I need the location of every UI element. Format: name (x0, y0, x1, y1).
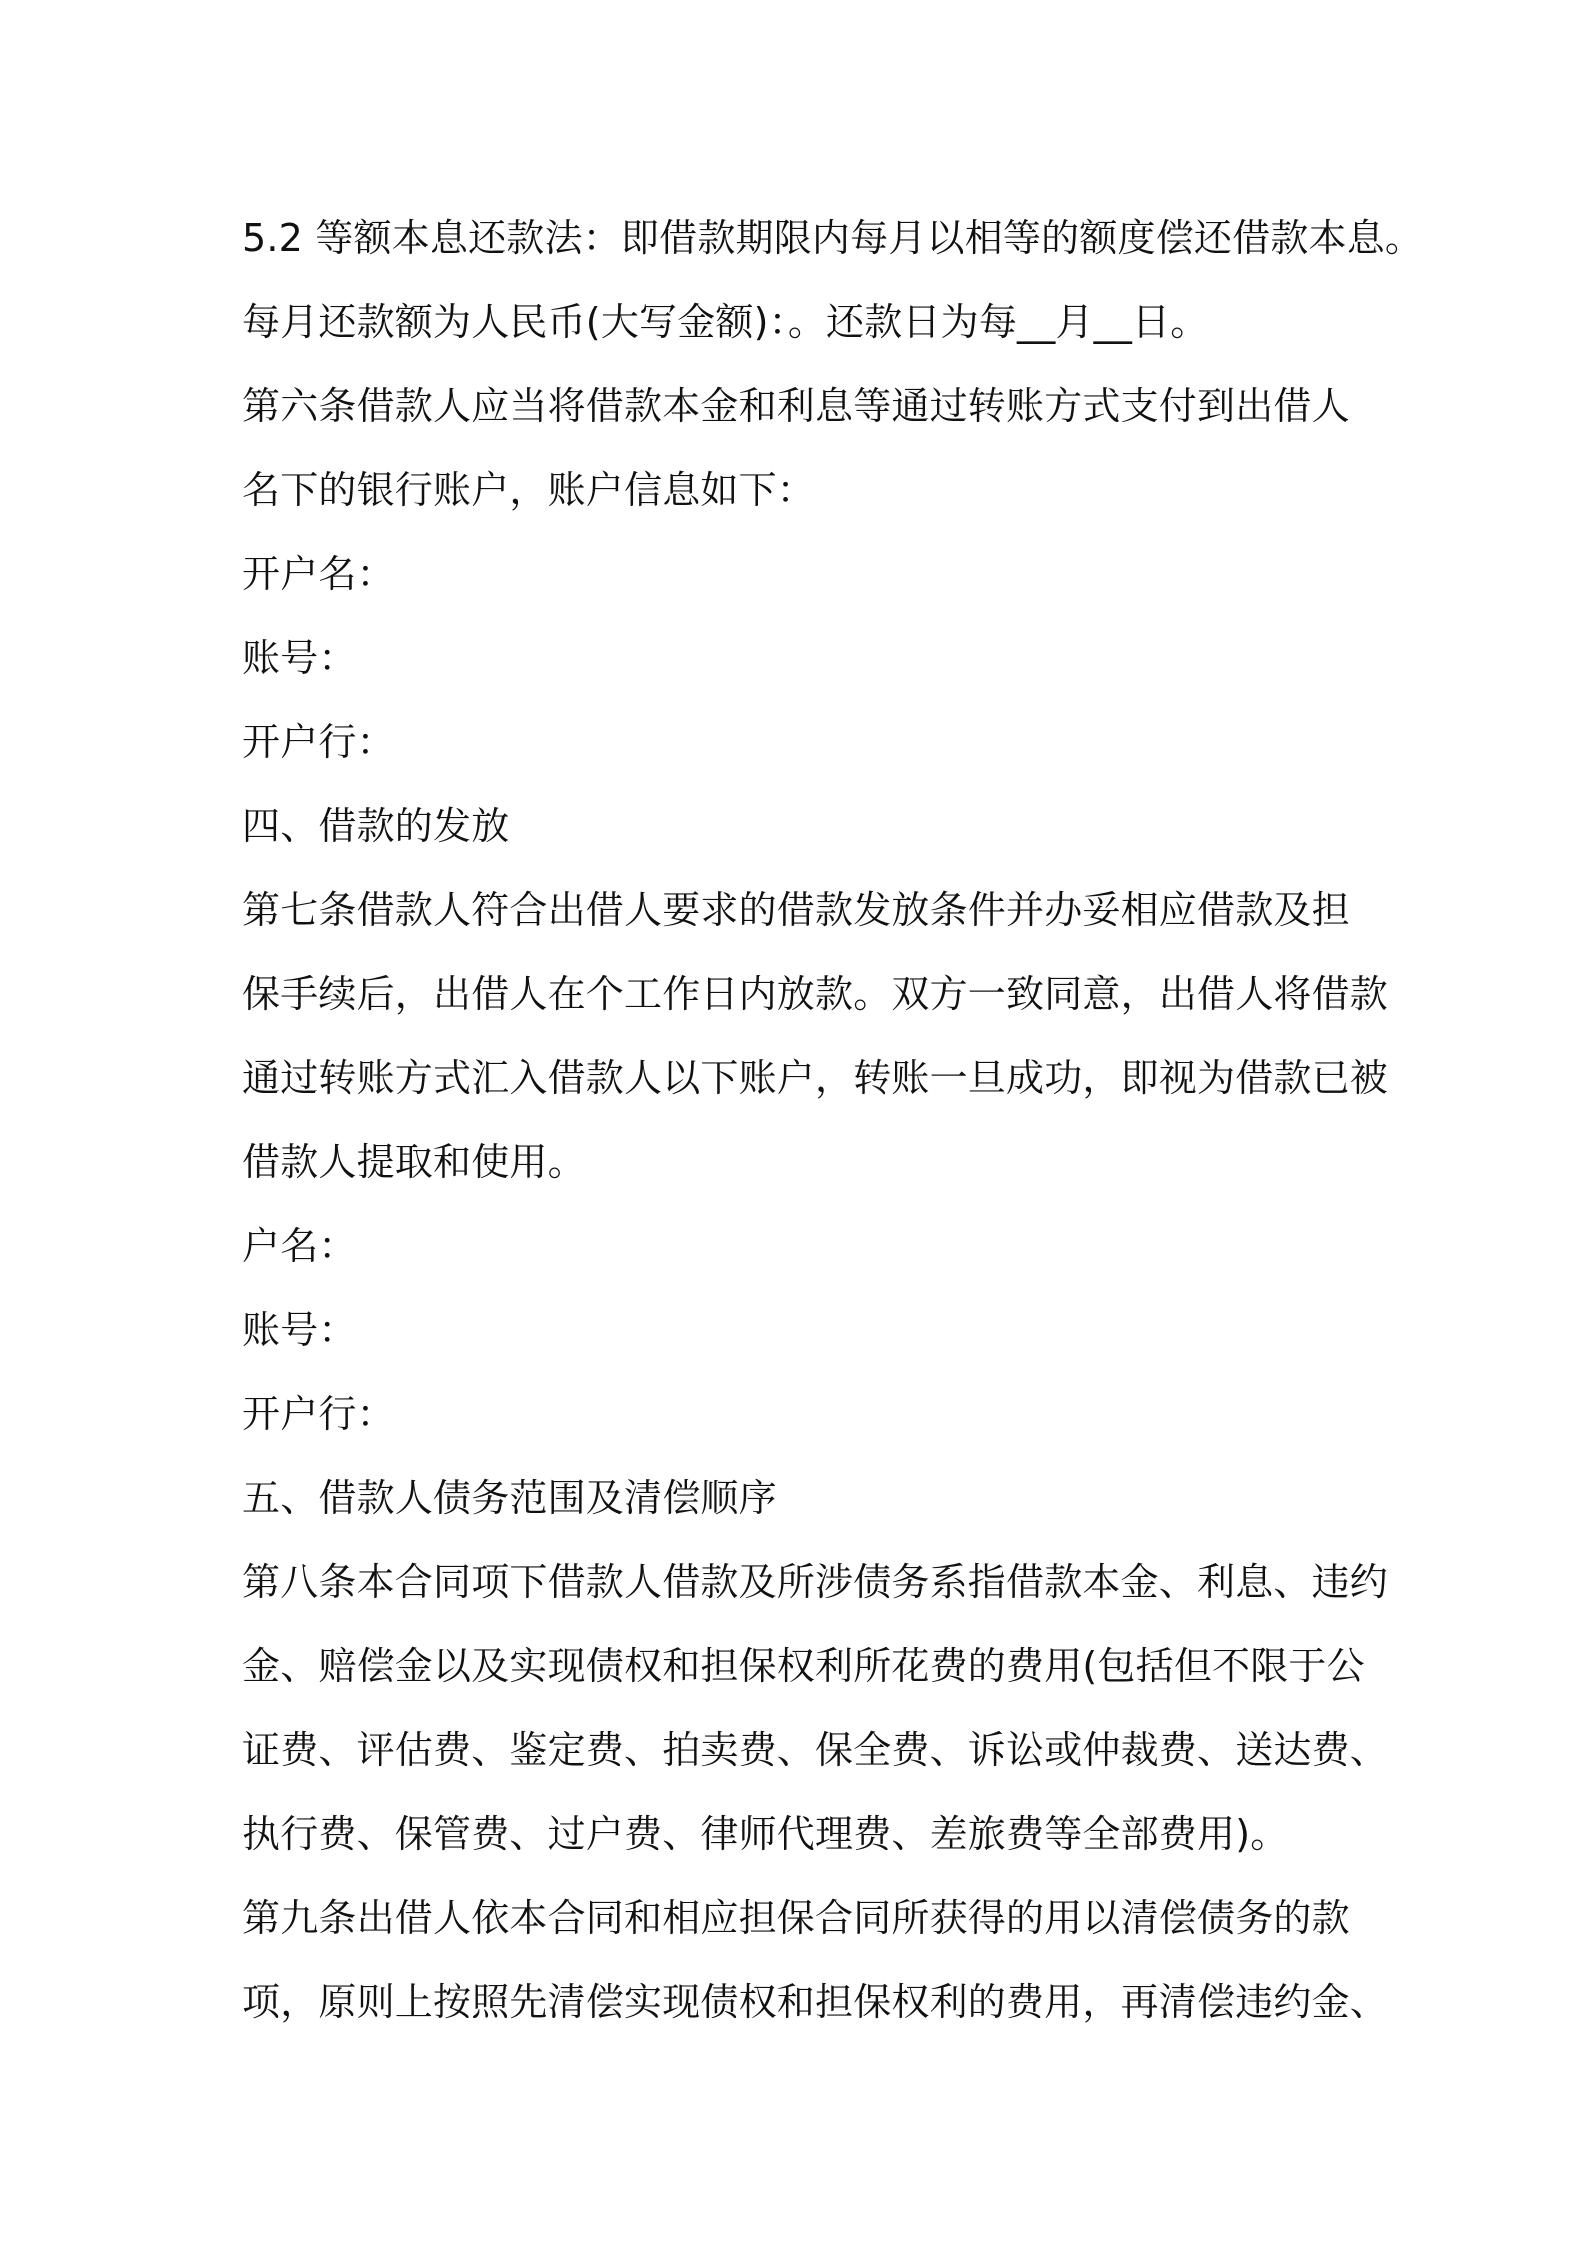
text-line-article-6-part2: 名下的银行账户，账户信息如下： (242, 468, 816, 512)
text-line-article-9-part1: 第九条出借人依本合同和相应担保合同所获得的用以清偿债务的款 (242, 1896, 1350, 1940)
text-line-article-7-part3: 通过转账方式汇入借款人以下账户，转账一旦成功，即视为借款已被 (242, 1056, 1389, 1100)
document-body (242, 196, 1424, 2044)
section-heading-debt-scope: 五、借款人债务范围及清偿顺序 (242, 1476, 777, 1520)
text-line-article-6-part1: 第六条借款人应当将借款本金和利息等通过转账方式支付到出借人 (242, 384, 1350, 428)
text-line-monthly-amount: 每月还款额为人民币(大写金额)：。还款日为每__月__日。 (242, 300, 1209, 344)
field-label-account-name: 开户名： (242, 552, 395, 596)
field-label-borrower-account: 账号： (242, 1308, 357, 1352)
field-label-bank: 开户行： (242, 720, 395, 764)
text-line-repayment-method: 5.2 等额本息还款法：即借款期限内每月以相等的额度偿还借款本息。 (242, 216, 1424, 260)
text-line-article-8-part2: 金、赔偿金以及实现债权和担保权利所花费的费用(包括但不限于公 (242, 1644, 1365, 1688)
text-line-article-9-part2: 项，原则上按照先清偿实现债权和担保权利的费用，再清偿违约金、 (242, 1980, 1389, 2024)
text-line-article-8-part1: 第八条本合同项下借款人借款及所涉债务系指借款本金、利息、违约 (242, 1560, 1389, 1604)
field-label-borrower-bank: 开户行： (242, 1392, 395, 1436)
text-line-article-8-part4: 执行费、保管费、过户费、律师代理费、差旅费等全部费用)。 (242, 1812, 1289, 1856)
text-line-article-8-part3: 证费、评估费、鉴定费、拍卖费、保全费、诉讼或仲裁费、送达费、 (242, 1728, 1389, 1772)
text-line-article-7-part2: 保手续后，出借人在个工作日内放款。双方一致同意，出借人将借款 (242, 972, 1389, 1016)
text-line-article-7-part1: 第七条借款人符合出借人要求的借款发放条件并办妥相应借款及担 (242, 888, 1350, 932)
section-heading-loan-disbursement: 四、借款的发放 (242, 804, 510, 848)
text-line-article-7-part4: 借款人提取和使用。 (242, 1140, 586, 1184)
field-label-borrower-name: 户名： (242, 1224, 357, 1268)
field-label-account-number: 账号： (242, 636, 357, 680)
